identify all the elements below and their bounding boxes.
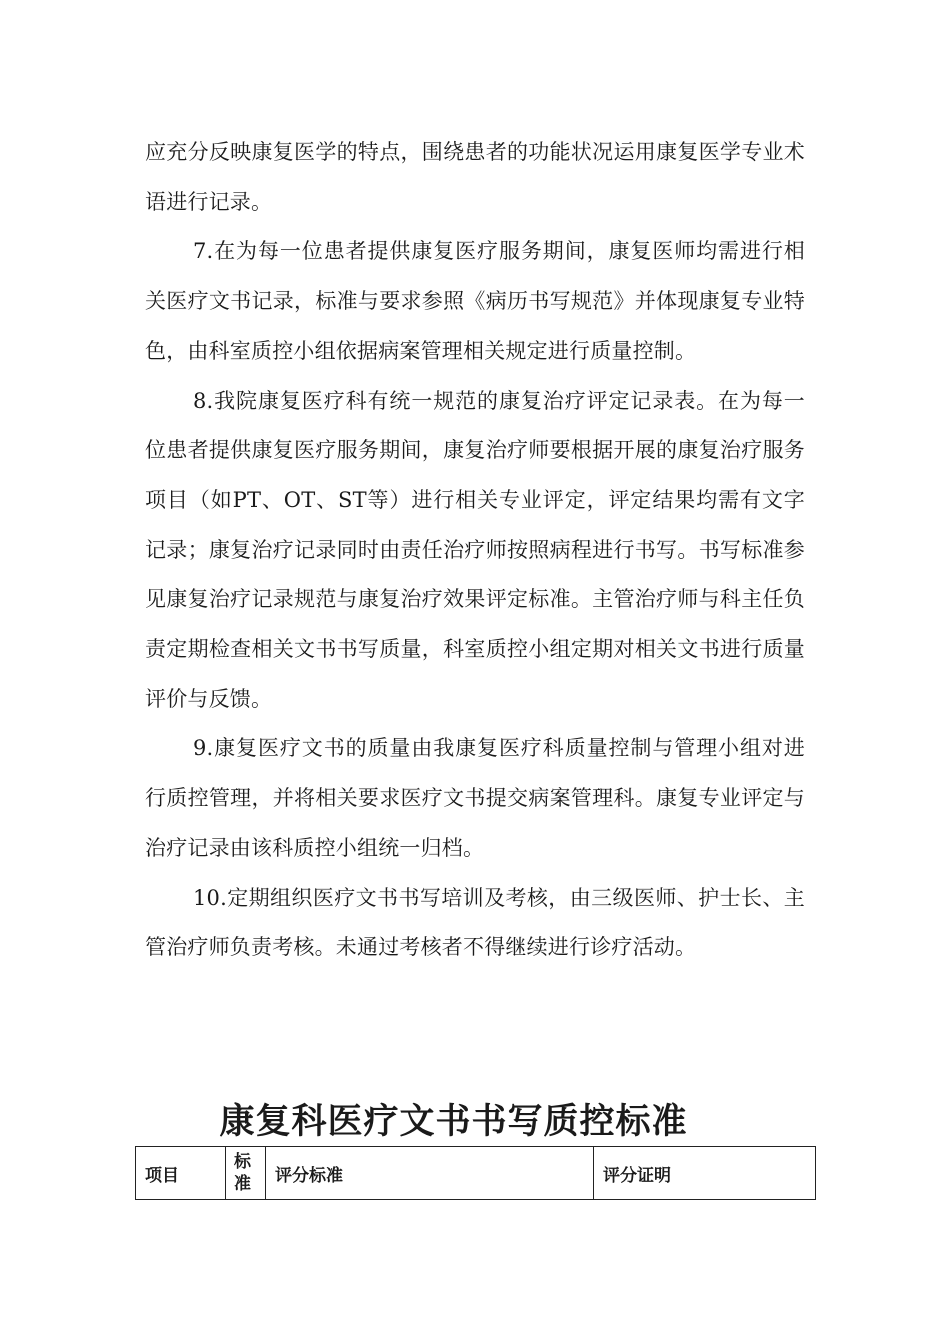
header-cell-standard: 标准 (226, 1147, 266, 1200)
body-text (145, 128, 805, 973)
header-cell-item: 项目 (136, 1147, 226, 1200)
paragraph: 应充分反映康复医学的特点，围绕患者的功能状况运用康复医学专业术语进行记录。 (145, 140, 805, 214)
header-cell-proof: 评分证明 (594, 1147, 816, 1200)
table-header-row (136, 1147, 816, 1200)
paragraph: 9.康复医疗文书的质量由我康复医疗科质量控制与管理小组对进行质控管理，并将相关要求医疗文书提交病案管理科。康复专业评定与治疗记录由该科质控小组统一归档。 (145, 736, 805, 860)
paragraph: 10.定期组织医疗文书书写培训及考核，由三级医师、护士长、主管治疗师负责考核。未通过考核者不得继续进行诊疗活动。 (145, 885, 805, 960)
paragraph: 7.在为每一位患者提供康复医疗服务期间，康复医师均需进行相关医疗文书记录，标准与要求参照《病历书写规范》并体现康复专业特色，由科室质控小组依据病案管理相关规定进行质量控制。 (145, 239, 805, 363)
quality-standard-table (135, 1146, 816, 1200)
table-title: 康复科医疗文书书写质控标准 (219, 1102, 688, 1142)
paragraph: 8.我院康复医疗科有统一规范的康复治疗评定记录表。在为每一位患者提供康复医疗服务期间，康复治疗师要根据开展的康复治疗服务项目（如PT、OT、ST等）进行相关专业评定，评定结果均需有文字记录；康复治疗记录同时由责任治疗师按照病程进行书写。书写标准参见康复治疗记录规范与康复治疗效果评定标准。主管治疗师与科主任负责定期检查相关文书书写质量，科室质控小组定期对相关文书进行质量评价与反馈。 (145, 388, 805, 711)
header-cell-criteria: 评分标准 (266, 1147, 594, 1200)
